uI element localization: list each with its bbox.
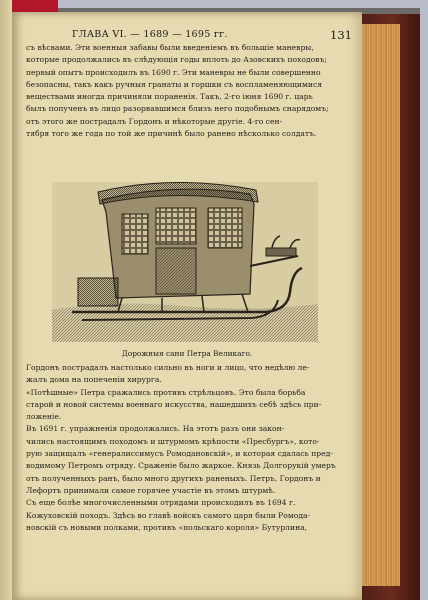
text-line: безопасны, такъ какъ ручныя гранаты и горшки съ воспламеняющимися (26, 79, 322, 89)
text-line: съ вѣсвами. Эти военныя забавы были введеніемъ въ большіе маневры, (26, 43, 314, 52)
text-line: новскій съ новыми полками, противъ «польскаго короля» Бутурлина, (26, 522, 308, 532)
text-line: «Потѣшные» Петра сражались противъ стрѣльцовъ. Это была борьба (26, 387, 306, 397)
text-line: которые продолжались въ слѣдующія годы вплоть до Азовскихъ походовъ; (26, 55, 327, 65)
text-line: ложеніе. (26, 412, 62, 422)
text-line: старой и новой системы военнаго искусства, нашедшихъ себѣ здѣсь при- (26, 399, 322, 409)
text-line: жалъ дома на попеченіи хирурга. (26, 375, 162, 385)
figure-caption: Дорожныя сани Петра Великаго. (121, 349, 253, 358)
sleigh-illustration (52, 182, 318, 342)
text-line: чились настоящимъ походомъ и штурмомъ крѣпости «Пресбургъ», кото- (26, 436, 320, 446)
gilt-page-edges (358, 24, 400, 586)
body-text-bottom (26, 362, 354, 534)
facing-page-edge (0, 0, 12, 600)
text-line: тября того же года по той же причинѣ было ранено нѣсколько солдатъ. (26, 129, 317, 139)
text-line: Лефортъ принимали самое горячее участіе въ этомъ штурмѣ. (26, 485, 276, 495)
text-line: отъ этого же пострадалъ Гордонъ и нѣкоторые другіе. 4-го сен- (26, 116, 283, 126)
book-page (12, 12, 362, 600)
text-line: Гордонъ пострадалъ настолько сильно въ ноги и лицо, что недѣлю ле- (26, 363, 310, 372)
text-line: Въ 1691 г. упражненія продолжались. На этотъ разъ они закон- (26, 424, 285, 434)
page-number: 131 (330, 28, 352, 42)
text-line: Кожуховскій походъ. Здѣсь во главѣ войскъ самого царя были Ромода- (26, 510, 311, 520)
running-header: ГЛАВА VI. — 1689 — 1695 гг. (72, 29, 228, 40)
text-line: водимому Петромъ отряду. Сраженіе было жаркое. Князь Долгорукій умеръ (26, 461, 336, 471)
body-text-top (26, 42, 354, 140)
sleigh-engraving (52, 182, 318, 342)
text-line: Съ еще болѣе многочисленными отрядами происходилъ въ 1694 г. (26, 498, 296, 508)
text-line: отъ полученныхъ ранъ, было много другихъ раненыхъ. Петръ, Гордонъ и (26, 473, 321, 483)
text-line: веществами иногда причиняли пораненія. Такъ, 2-го іюня 1690 г. царь (26, 92, 313, 102)
text-line: рую защищалъ «генералиссимусъ Ромодановскій», и которая сдалась пред- (26, 449, 333, 459)
text-line: былъ попученъ въ лицо разорвавшимся близъ него подобнымъ снарядомъ; (26, 104, 329, 114)
text-line: первый опытъ происходилъ въ 1690 г. Эти маневры не были совершенно (26, 67, 321, 77)
